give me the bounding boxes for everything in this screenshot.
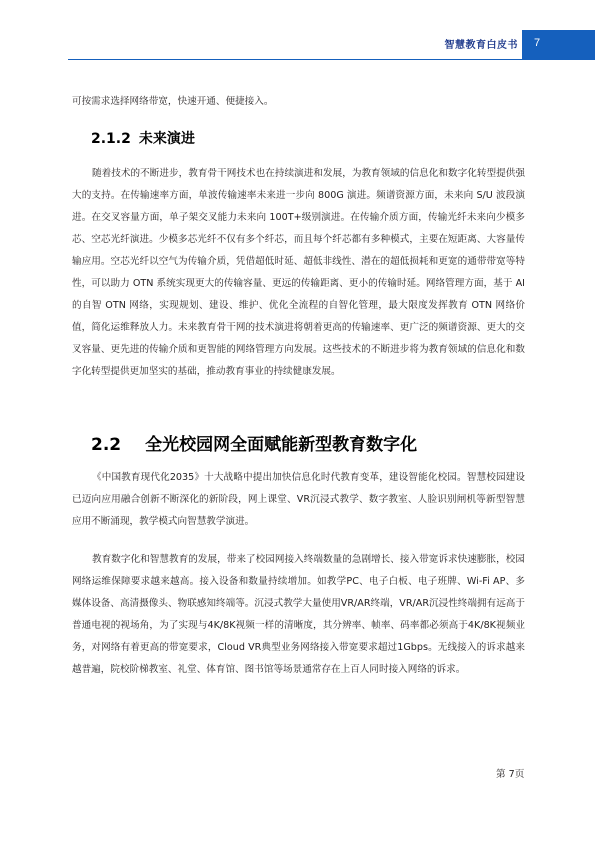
section-heading-2-1-2 — [91, 128, 195, 148]
header-divider — [68, 59, 522, 60]
header-title: 智慧教育白皮书 — [444, 40, 518, 51]
header-page-badge — [522, 30, 595, 60]
section-2-2-paragraph-2: 教育数字化和智慧教育的发展，带来了校园网接入终端数量的急剧增长、接入带宽诉求快速膨胀，校园网络运维保障要求越来越高。接入设备和数量持续增加。如教学PC、电子白板、电子班牌、Wi-Fi AP、多媒体设备、高清摄像头、物联感知终端等。沉浸式教学大量使用VR/AR终端，VR/AR沉浸性终端拥有远高于普通电视的视场角，为了实现与4K/8K视频一样的清晰度，其分辨率、帧率、码率都必须高于4K/8K视频业务，对网络有着更高的带宽要求，Cloud VR典型业务网络接入带宽要求超过1Gbps。无线接入的诉求越来越普遍，院校阶梯教室、礼堂、体育馆、图书馆等场景通常存在上百人同时接入网络的诉求。 — [72, 554, 525, 675]
section-number: 2.1.2 — [91, 131, 131, 147]
section-heading-2-2 — [91, 430, 417, 455]
intro-line: 可按需求选择网络带宽，快速开通、便捷接入。 — [72, 96, 274, 107]
section-number: 2.2 — [91, 435, 122, 455]
footer-page-label: 第 7页 — [496, 769, 525, 780]
section-2-1-2-paragraph: 随着技术的不断进步，教育骨干网技术也在持续演进和发展，为教育领域的信息化和数字化转型提供强大的支持。在传输速率方面，单波传输速率未来进一步向 800G 演进。频谱资源方面，未来向 S/U 波段演进。在交叉容量方面，单子架交叉能力未来向 100T+级别演进。在传输介质方面，传输光纤未来向少模多芯、空芯光纤演进。少模多芯光纤不仅有多个纤芯，而且每个纤芯都有多种模式，主要在短距离、大容量传输应用。空芯光纤以空气为传输介质，凭借超低时延、超低非线性、潜在的超低损耗和更宽的通带带宽等特性，可以助力 OTN 系统实现更大的传输容量、更远的传输距离、更小的传输时延。网络管理方面，基于 AI 的自智 OTN 网络，实现规划、建设、维护、优化全流程的自智化管理，最大限度发挥教育 OTN 网络价值，简化运维释放人力。未来教育骨干网的技术演进将朝着更高的传输速率、更广泛的频谱资源、更大的交叉容量、更先进的传输介质和更智能的网络管理方向发展。这些技术的不断进步将为教育领域的信息化和数字化转型提供更加坚实的基础，推动教育事业的持续健康发展。 — [72, 168, 525, 377]
section-title: 未来演进 — [138, 131, 195, 147]
section-2-2-paragraph-1: 《中国教育现代化2035》十大战略中提出加快信息化时代教育变革，建设智能化校园。智慧校园建设已迈向应用融合创新不断深化的新阶段，网上课堂、VR沉浸式教学、数字教室、人脸识别闸机等新型智慧应用不断涌现，教学模式向智慧教学演进。 — [72, 472, 525, 527]
section-title: 全光校园网全面赋能新型教育数字化 — [145, 435, 418, 455]
header-page-number: 7 — [534, 37, 541, 49]
